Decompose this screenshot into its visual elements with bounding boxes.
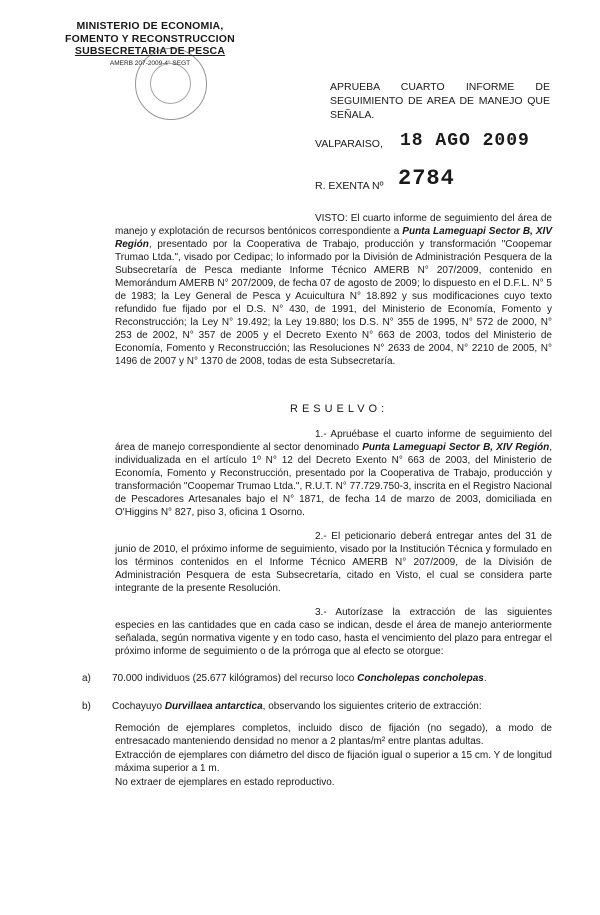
article-1-lead: 1.- Apruébase el cuarto informe de seguimiento del área de manejo correspondiente al sector denominado [115, 429, 552, 453]
visto-rest: , presentado por la Cooperativa de Trabajo, producción y transformación "Coopemar Trumao Ltda.", visado por Cedipac; lo informado por la División de Administración Pesquera de la Subsecretaría de Pesca mediante Informe Técnico AMERB N° 207/2009, contenido en Memorándum AMERB N° 207/2009, de fecha 07 de agosto de 2009; lo dispuesto en el D.F.L. N° 5 de 1983; la Ley General de Pesca y Acuicultura N° 18.892 y sus modificaciones cuyo texto refundido fue fijado por el D.S. N° 430, de 1991, del Ministerio de Economía, Fomento y Reconstrucción; la Ley N° 19.492; la Ley 19.880; los D.S. N° 355 de 1995, N° 572 de 2000, N° 253 de 2002, N° 357 de 2005 y el Decreto Exento N° 663 de 2003, todos del Ministerio de Economía, Fomento y Reconstrucción; las Resoluciones N° 2633 de 2004, N° 2210 de 2005, N° 1496 de 2007 y N° 1370 de 2008, todas de esta Subsecretaría. [115, 239, 552, 367]
subject-line: SEGUIMIENTO DE AREA DE MANEJO QUE [330, 95, 550, 107]
ministry-name: MINISTERIO DE ECONOMIA, [76, 20, 224, 32]
resuelvo-heading: RESUELVO: [290, 403, 389, 415]
list-item [82, 672, 552, 685]
ministry-name-continued: FOMENTO Y RECONSTRUCCION [65, 32, 235, 45]
criterion: Extracción de ejemplares con diámetro del disco de fijación igual o superior a 15 cm. Y de longitud máxima superior a 1 m. [115, 750, 552, 774]
visto-section [115, 212, 552, 378]
list-item-text: Cochayuyo Durvillaea antarctica, observando los siguientes criterio de extracción: [112, 701, 482, 712]
criterion: No extraer de ejemplares en estado reproductivo. [115, 777, 335, 788]
criterion: Remoción de ejemplares completos, incluido disco de fijación (no segado), a modo de entresacado manteniendo densidad no menor a 2 plantas/m² entre plantas adultas. [115, 723, 552, 747]
species-name: Concholepas concholepas [357, 673, 484, 684]
extraction-criteria [115, 722, 552, 790]
visto-lead: VISTO: El cuarto informe de seguimiento del área de manejo y explotación de recursos bentónicos correspondiente a [115, 213, 552, 237]
article-1 [115, 428, 552, 519]
official-seal-icon [135, 48, 207, 120]
article-3: 3.- Autorízase la extracción de las siguientes especies en las cantidades que en cada caso se indican, desde el área de manejo anteriormente señalada, según normativa vigente y en todo caso, hasta el vencimiento del plazo para entregar el próximo informe de seguimiento o de la prórroga que al efecto se otorgue: [115, 607, 552, 657]
subsecretaria-name: SUBSECRETARIA DE PESCA [74, 45, 226, 57]
subject-line: SEÑALA. [330, 109, 375, 121]
subject-line: APRUEBA CUARTO INFORME DE [330, 81, 550, 93]
visto-paragraph [115, 212, 552, 368]
place-label: VALPARAISO, [315, 138, 383, 150]
resolution-number: 2784 [398, 166, 455, 191]
date-stamp: 18 AGO 2009 [400, 131, 530, 151]
extraction-list [82, 672, 552, 728]
article-2: 2.- El peticionario deberá entregar antes del 31 de junio de 2010, el próximo informe de seguimiento, visado por la Institución Técnica y formulado en los términos contenidos en el Informe Técnico AMERB N° 207/2009, de la División de Administración Pesquera de esta Subsecretaría, citado en Visto, el cual se considera parte integrante de la presente Resolución. [115, 531, 552, 594]
list-marker: a) [82, 673, 91, 684]
area-name: Punta Lameguapi Sector B, XIV Región [362, 442, 550, 453]
list-marker: b) [82, 701, 91, 712]
resolution-subject [330, 80, 550, 122]
reference-code: AMERB 207-2009-4° SEGT [109, 59, 191, 67]
article-1-rest: , individualizada en el artículo 1º N° 12 del Decreto Exento N° 663 de 2003, del Ministerio de Economía, Fomento y Reconstrucción, presentado por la Cooperativa de Trabajo, producción y transformación "Coopemar Trumao Ltda.", R.U.T. N° 77.729.750-3, inscrita en el Registro Nacional de Pescadores Artesanales bajo el N° 1871, de fecha 14 de marzo de 2003, domiciliada en O'Higgins N° 827, piso 3, oficina 1 Osorno. [115, 442, 552, 518]
area-name: Punta Lameguapi Sector B, XIV Región [115, 226, 552, 250]
species-name: Durvillaea antarctica [164, 701, 263, 712]
list-item-text: 70.000 individuos (25.677 kilógramos) del recurso loco Concholepas concholepas. [112, 673, 487, 684]
exenta-label: R. EXENTA Nº [315, 180, 384, 192]
articles-section [115, 428, 552, 669]
list-item [82, 700, 552, 713]
